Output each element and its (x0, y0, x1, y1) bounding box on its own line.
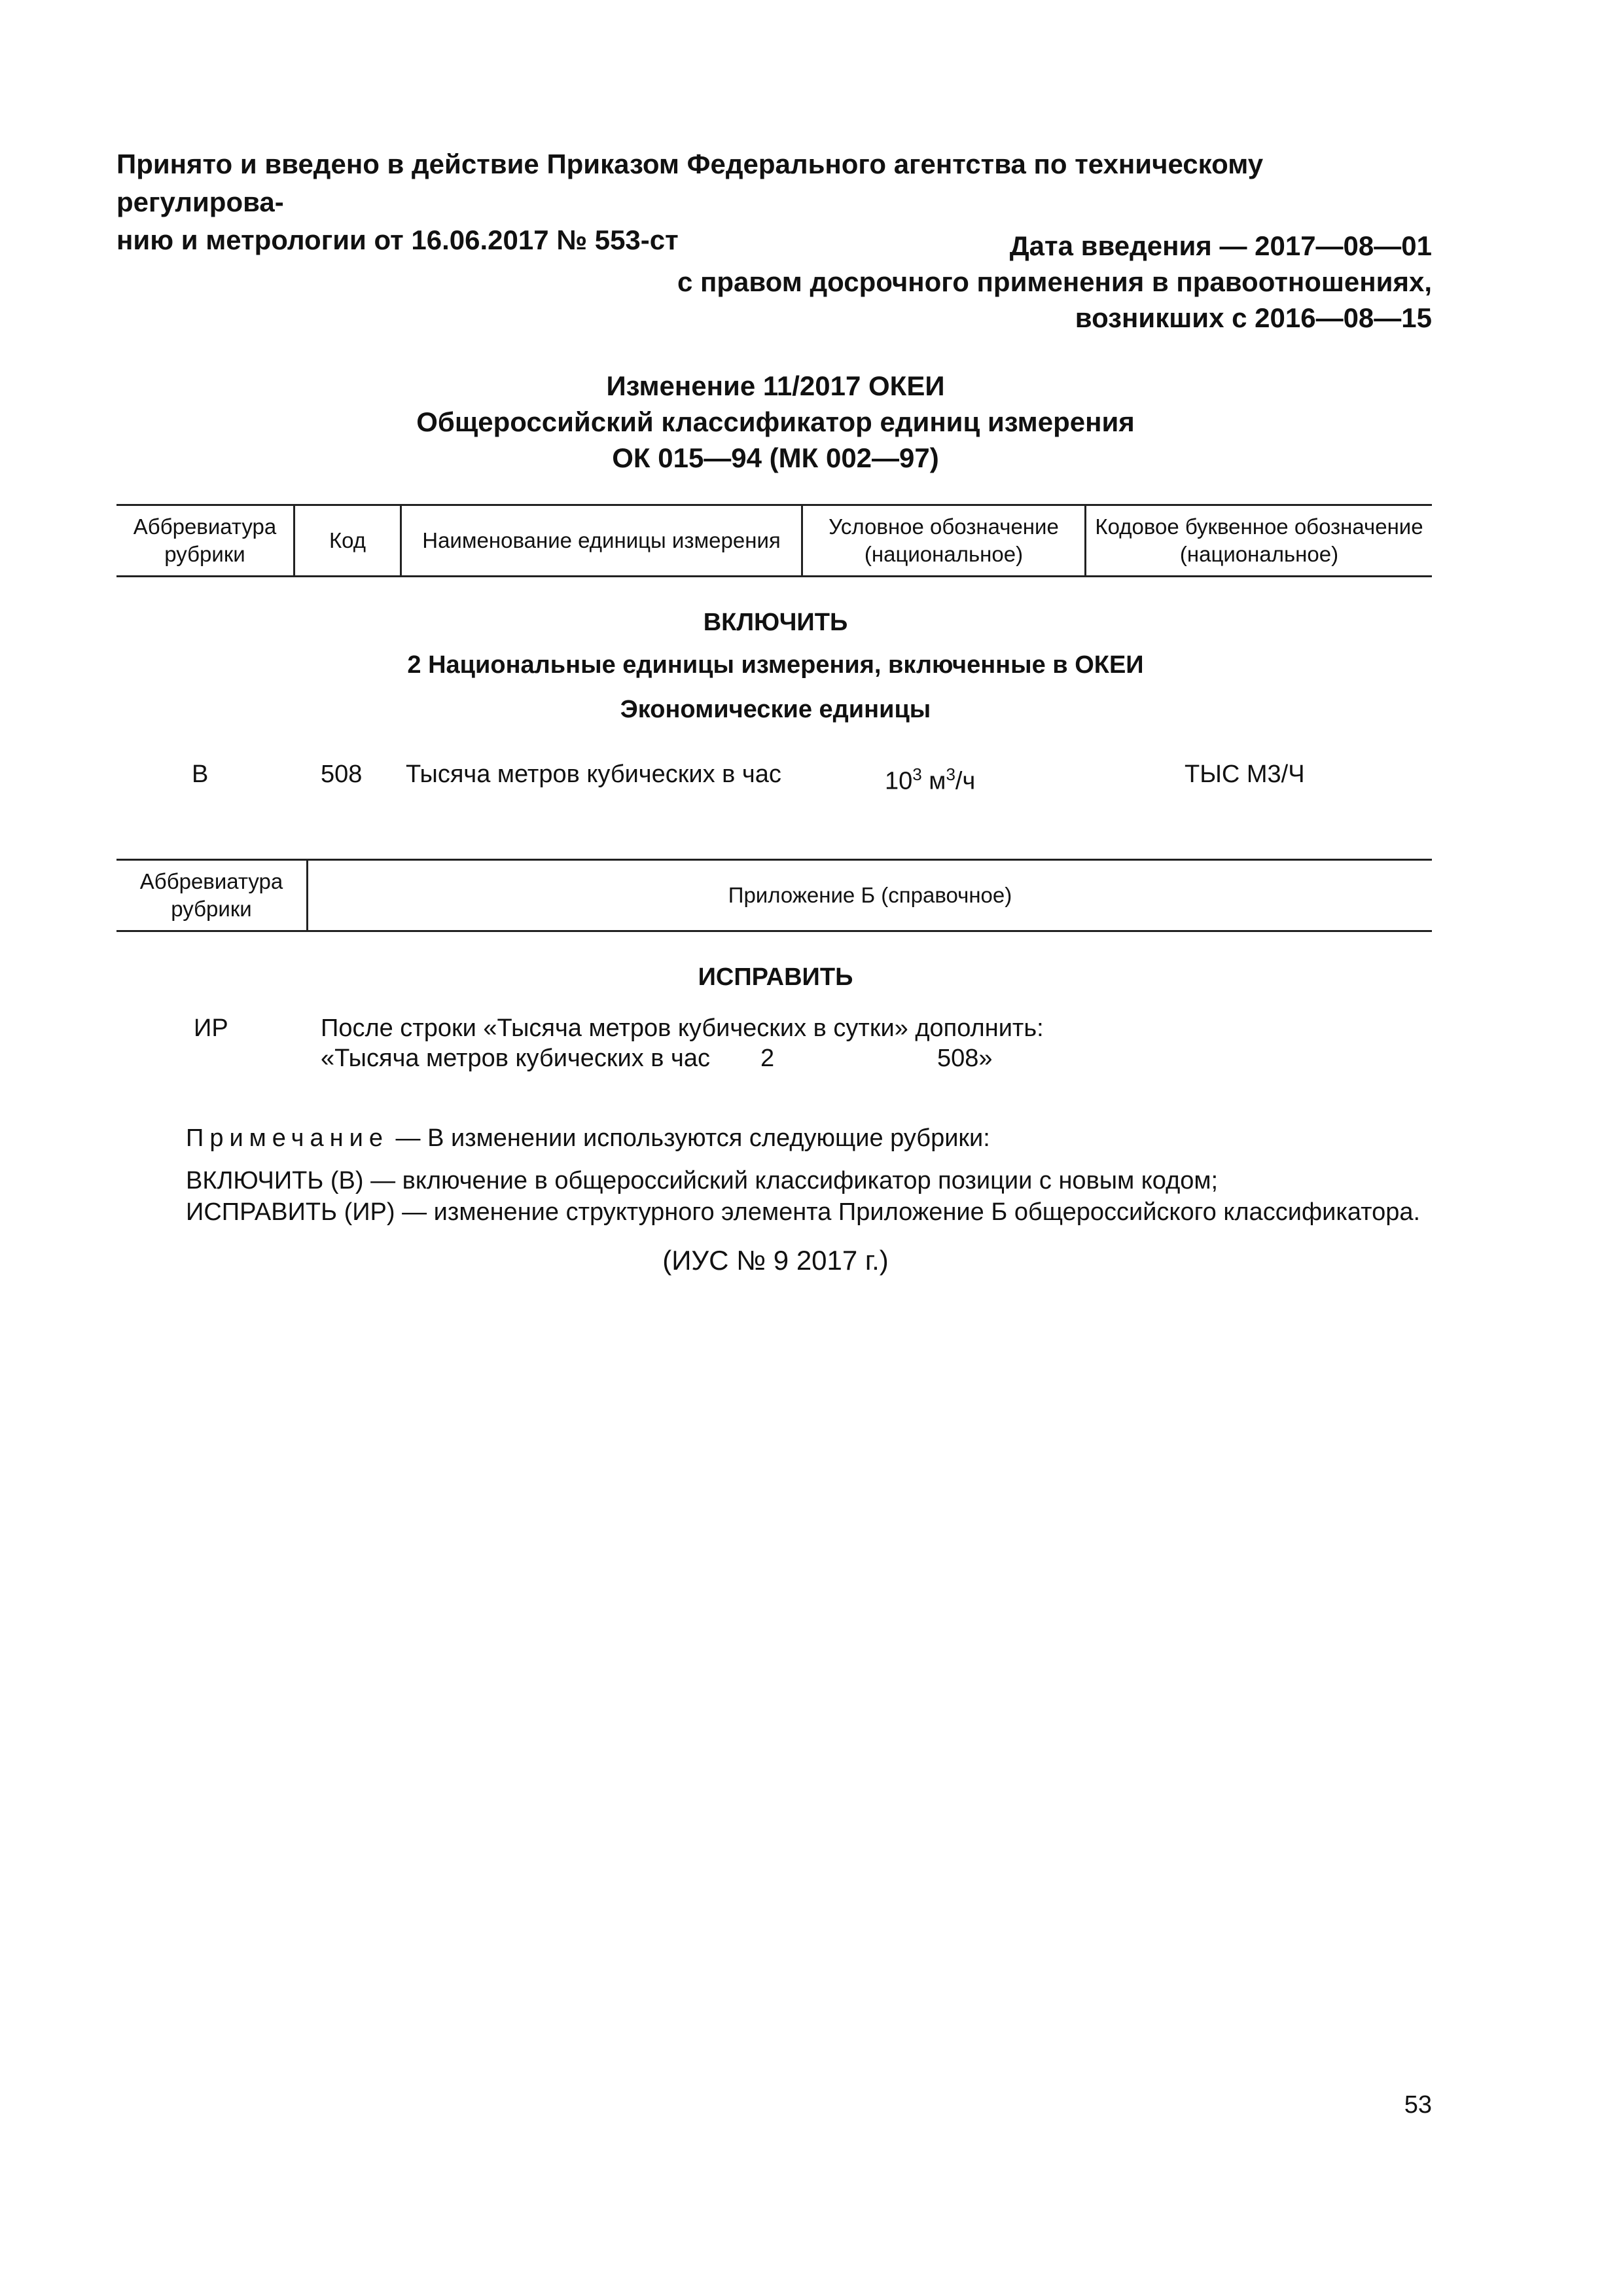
rubric-definitions (186, 1165, 1420, 1228)
action-correct: ИСПРАВИТЬ (698, 963, 853, 991)
note-label: Примечание (186, 1124, 389, 1152)
title-amendment: Изменение 11/2017 ОКЕИ (606, 370, 945, 401)
effective-date: Дата введения — 2017—08—01 (1009, 230, 1432, 261)
note-text: — В изменении используются следующие рубрики: (388, 1124, 990, 1152)
early-application-date: возникших с 2016—08—15 (1075, 302, 1432, 333)
early-application-line: с правом досрочного применения в правоотношениях, (677, 266, 1432, 297)
row-abbr: В (192, 761, 209, 788)
correction-abbr: ИР (194, 1014, 228, 1042)
definition-correct: ИСПРАВИТЬ (ИР) — изменение структурного элемента Приложение Б общероссийского классификатора. (186, 1198, 1421, 1226)
units-table-header (116, 504, 1432, 577)
page-number: 53 (1404, 2091, 1432, 2119)
col-header-appendix: Приложение Б (справочное) (308, 860, 1433, 931)
col-header-abbr: Аббревиатура рубрики (133, 514, 277, 566)
appendix-table-header (116, 859, 1432, 932)
correction-line-2-name: «Тысяча метров кубических в час (321, 1045, 710, 1072)
section-heading: 2 Национальные единицы измерения, включенные в ОКЕИ (407, 651, 1144, 679)
row-name: Тысяча метров кубических в час (406, 761, 781, 788)
action-include: ВКЛЮЧИТЬ (703, 609, 848, 636)
ius-reference: (ИУС № 9 2017 г.) (662, 1245, 889, 1276)
document-title (0, 368, 1551, 476)
subsection-heading: Экономические единицы (620, 696, 931, 723)
correction-line-2-code: 508» (937, 1045, 993, 1072)
row-letter-code: ТЫС М3/Ч (1185, 761, 1305, 788)
effective-date-block (677, 228, 1432, 336)
title-classifier: Общероссийский классификатор единиц измерения (416, 406, 1135, 437)
col-header-code: Код (294, 505, 401, 577)
adoption-line-1: Принято и введено в действие Приказом Федерального агентства по техническому регулирова- (116, 149, 1264, 217)
col-header-symbol: Условное обозначение (национальное) (802, 505, 1086, 577)
title-code: ОК 015—94 (МК 002—97) (612, 442, 939, 473)
correction-line-2-num: 2 (760, 1045, 775, 1072)
note (186, 1122, 990, 1154)
row-code: 508 (321, 761, 363, 788)
col-header-name: Наименование единицы измерения (401, 505, 802, 577)
col-header-letter-code: Кодовое буквенное обозначение (национальное) (1086, 505, 1433, 577)
definition-include: ВКЛЮЧИТЬ (В) — включение в общероссийский классификатор позиции с новым кодом; (186, 1167, 1219, 1194)
col-header-abbr-2: Аббревиатура рубрики (139, 869, 283, 921)
correction-line-1: После строки «Тысяча метров кубических в сутки» дополнить: (321, 1014, 1044, 1042)
row-symbol: $10^3$ $м^3/ч$ (885, 764, 976, 795)
adoption-line-2: нию и метрологии от 16.06.2017 № 553-ст (116, 224, 679, 255)
